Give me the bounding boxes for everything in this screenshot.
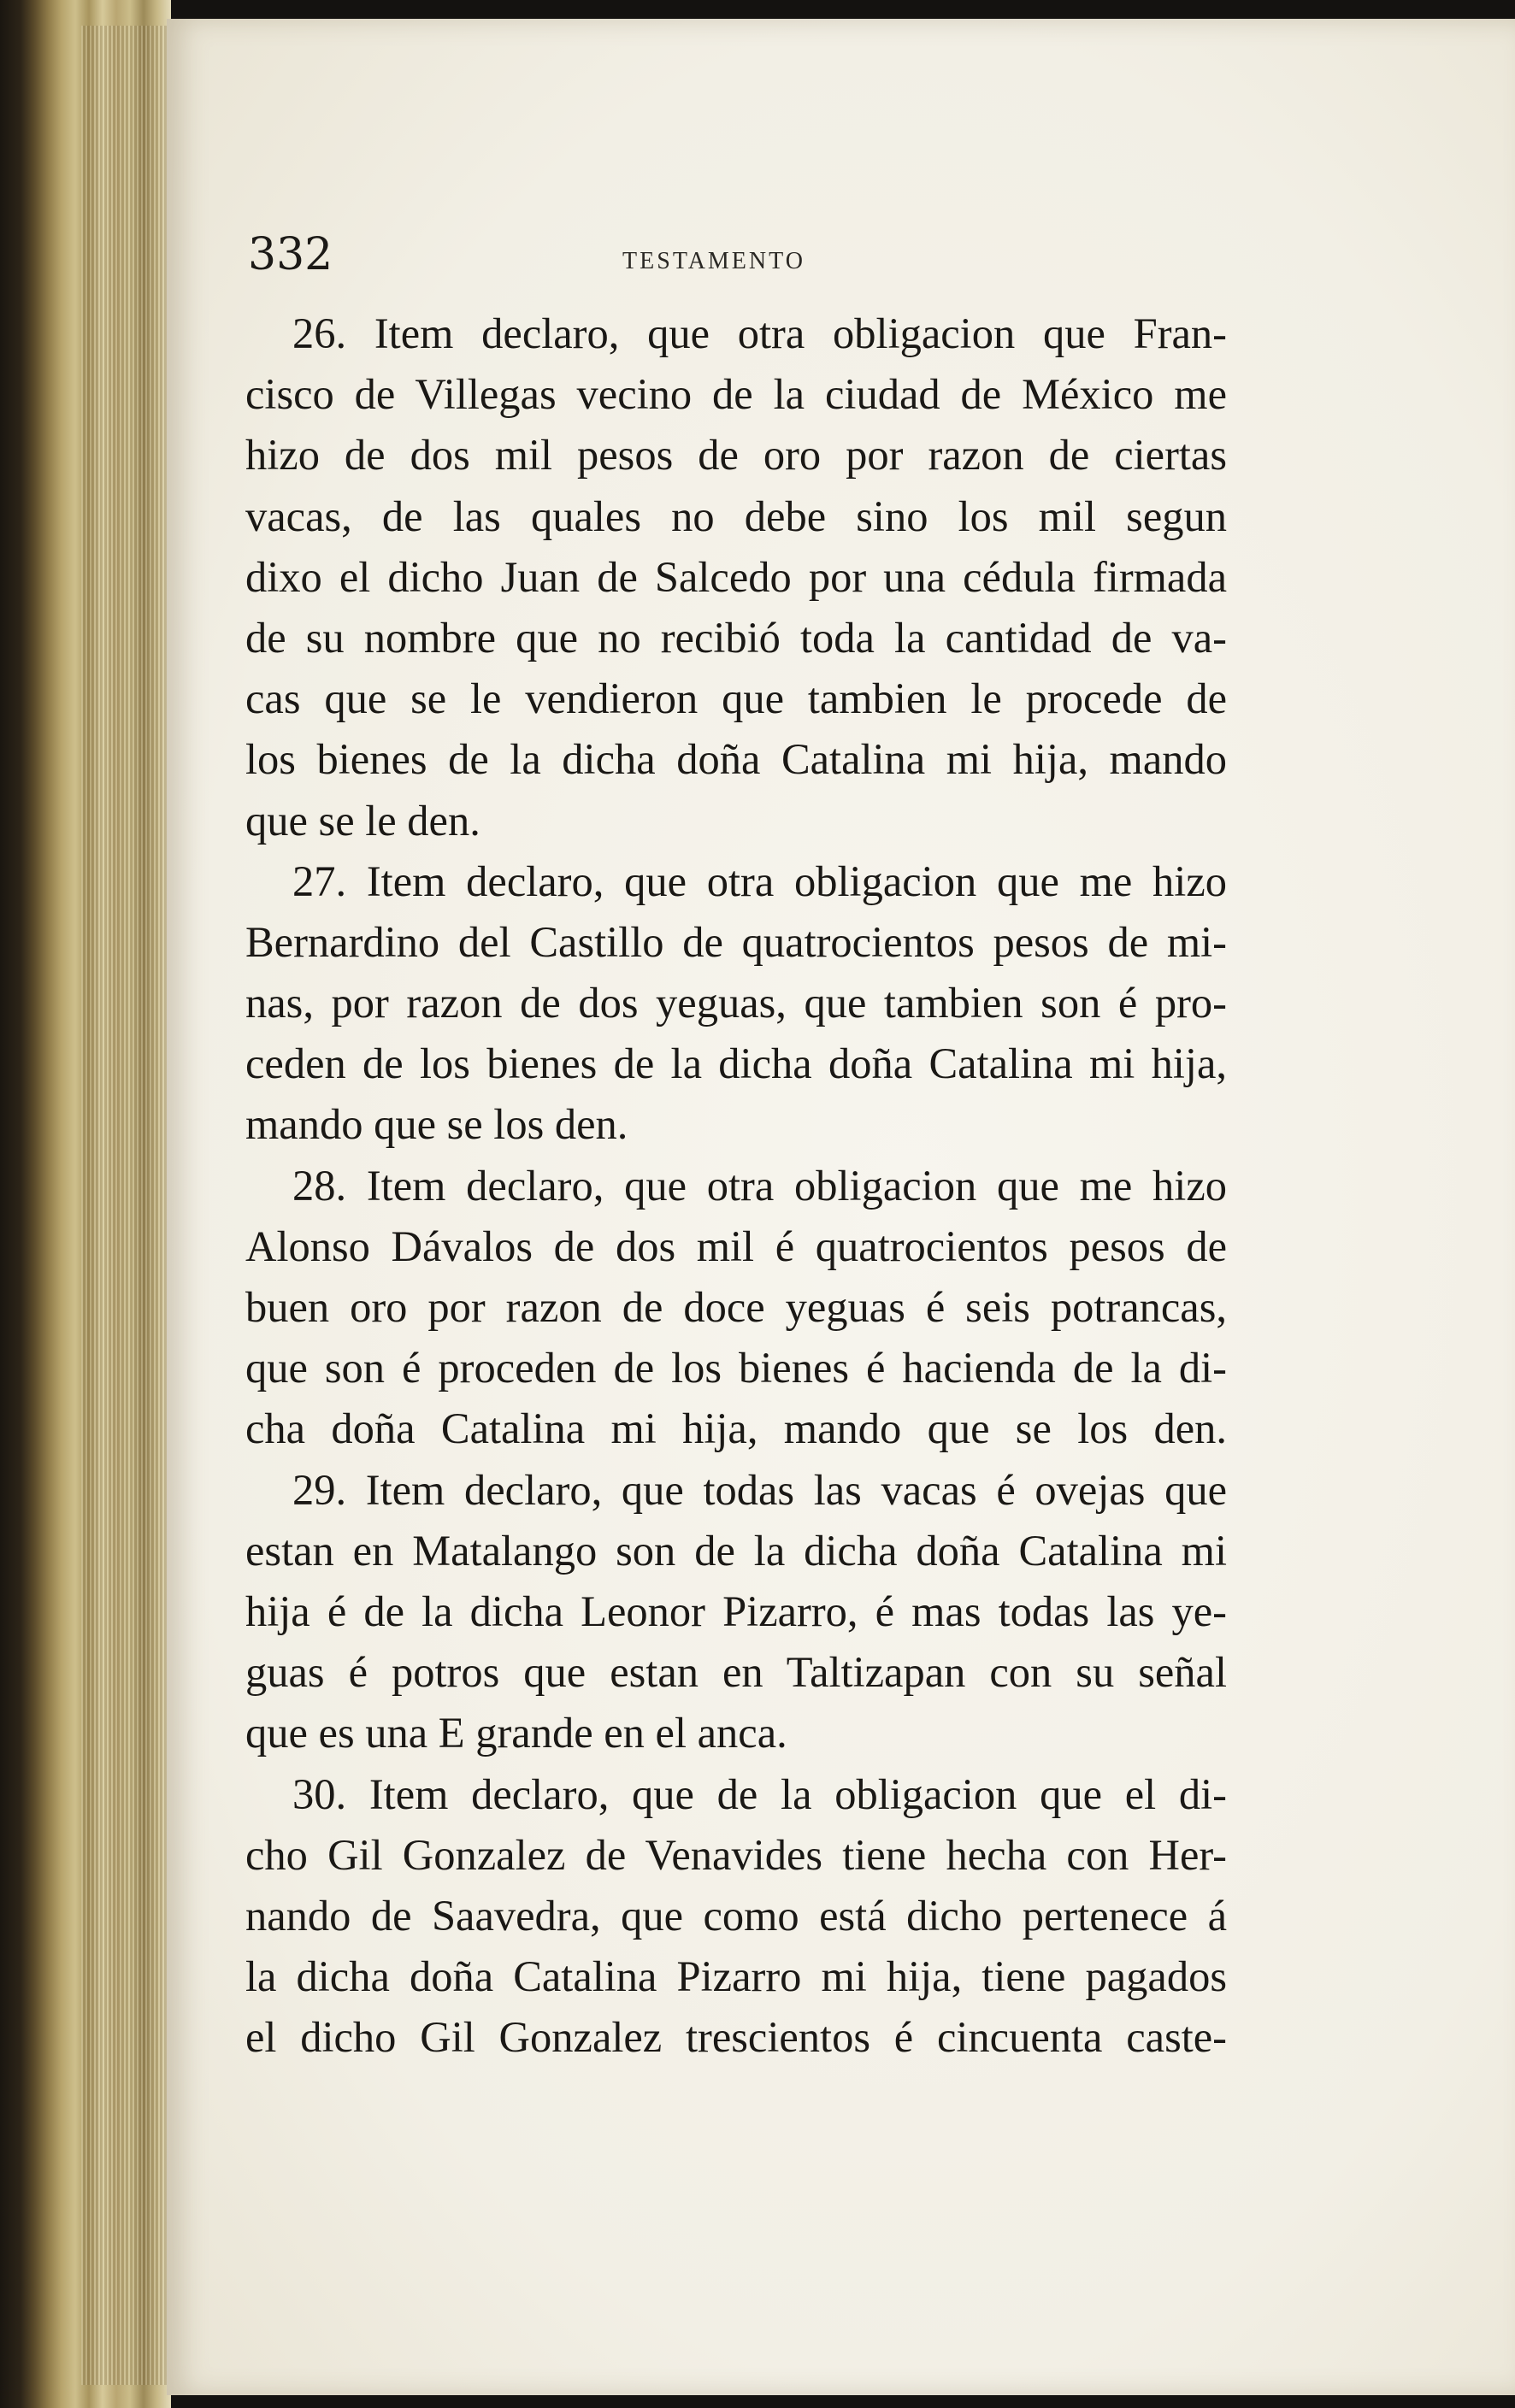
text-line: que es una E grande en el anca. [245, 1709, 787, 1757]
text-line: guas é potros que estan en Taltizapan con su señal [245, 1648, 1227, 1697]
text-line: buen oro por razon de doce yeguas é seis potrancas, [245, 1283, 1227, 1331]
text-line: que se le den. [245, 796, 480, 845]
text-line: la dicha doña Catalina Pizarro mi hija, tiene pagados [245, 1952, 1227, 2001]
text-line: cha doña Catalina mi hija, mando que se los den. [245, 1404, 1227, 1453]
text-line: 26. Item declaro, que otra obligacion que Fran- [292, 309, 1227, 357]
text-line: 29. Item declaro, que todas las vacas é ovejas que [292, 1465, 1227, 1514]
page-header [248, 221, 1180, 289]
body-text [245, 303, 1227, 2068]
text-line: Alonso Dávalos de dos mil é quatrocientos pesos de [245, 1222, 1227, 1270]
text-line: Bernardino del Castillo de quatrocientos pesos de mi- [245, 917, 1227, 966]
text-line: los bienes de la dicha doña Catalina mi hija, mando [245, 735, 1227, 784]
page-number: 332 [248, 229, 333, 280]
text-line: el dicho Gil Gonzalez trescientos é cincuenta caste- [245, 2013, 1227, 2062]
text-line: que son é proceden de los bienes é hacienda de la di- [245, 1344, 1227, 1392]
text-line: cho Gil Gonzalez de Venavides tiene hecha con Her- [245, 1830, 1227, 1879]
page-edge-texture [81, 26, 167, 2385]
text-line: cas que se le vendieron que tambien le procede de [245, 674, 1227, 723]
text-line: dixo el dicho Juan de Salcedo por una cédula firmada [245, 552, 1227, 601]
text-line: 30. Item declaro, que de la obligacion que el di- [292, 1769, 1227, 1818]
running-title: TESTAMENTO [622, 248, 805, 274]
text-line: nas, por razon de dos yeguas, que tambien son é pro- [245, 979, 1227, 1027]
text-line: mando que se los den. [245, 1100, 628, 1149]
text-line: hizo de dos mil pesos de oro por razon de ciertas [245, 431, 1227, 480]
text-line: de su nombre que no recibió toda la cantidad de va- [245, 613, 1227, 662]
text-line: 28. Item declaro, que otra obligacion que me hizo [292, 1161, 1227, 1210]
text-line: cisco de Villegas vecino de la ciudad de México me [245, 370, 1227, 419]
text-line: 27. Item declaro, que otra obligacion que me hizo [292, 857, 1227, 905]
text-line: ceden de los bienes de la dicha doña Catalina mi hija, [245, 1039, 1227, 1088]
text-line: vacas, de las quales no debe sino los mil segun [245, 492, 1227, 540]
text-line: nando de Saavedra, que como está dicho pertenece á [245, 1891, 1227, 1940]
text-line: hija é de la dicha Leonor Pizarro, é mas todas las ye- [245, 1587, 1227, 1635]
text-line: estan en Matalango son de la dicha doña Catalina mi [245, 1526, 1227, 1575]
